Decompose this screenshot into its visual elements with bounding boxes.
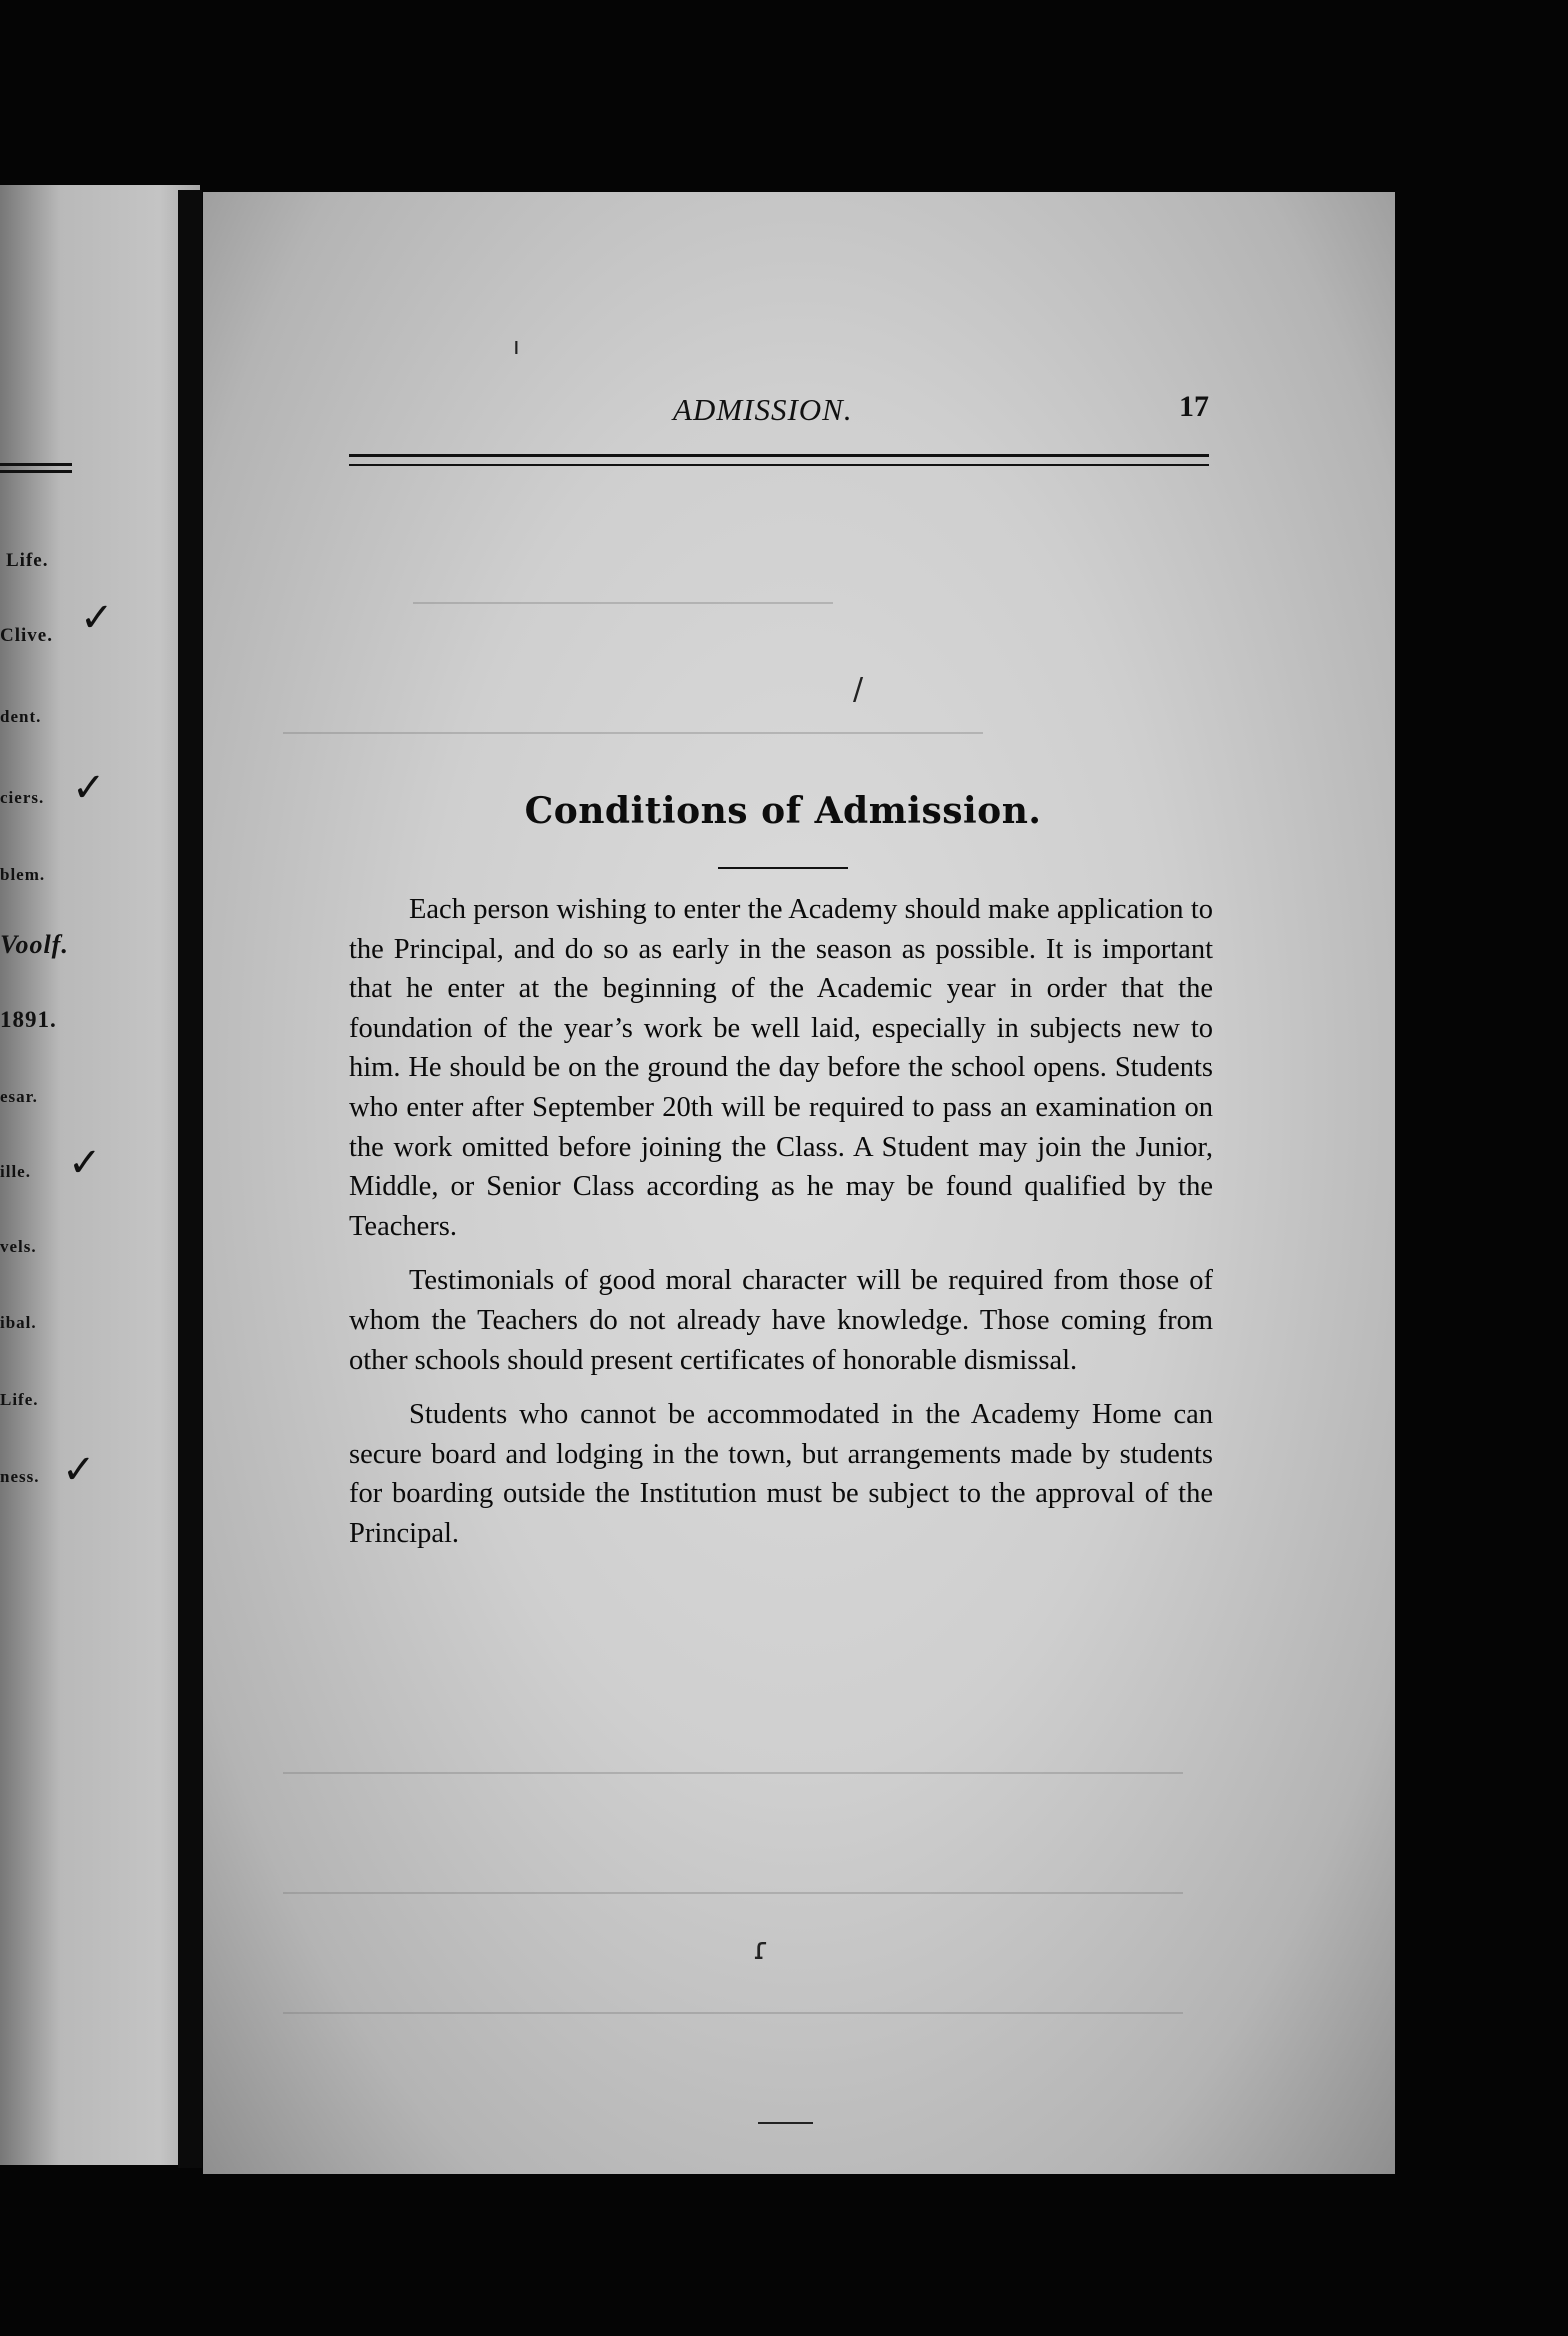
- bleed-through-mark: [283, 1772, 1183, 1774]
- pencil-mark-icon: ɾ: [753, 1932, 769, 1967]
- paragraph: Testimonials of good moral character will be required from those of whom the Teachers do not already have knowledge. Those coming from other schools should present certificates of honorable dismissal.: [349, 1265, 1213, 1376]
- previous-page-entry: ness.: [0, 1467, 40, 1486]
- paragraph: Students who cannot be accommodated in the Academy Home can secure board and lodging in the town, but arrangements made by students for boarding outside the Institution must be subject to the approval of the Principal.: [349, 1399, 1213, 1549]
- body-text: [349, 890, 1213, 1569]
- previous-page-entry: ciers.: [0, 788, 45, 807]
- previous-page-entry: esar.: [0, 1087, 38, 1106]
- previous-page: [0, 185, 200, 2165]
- previous-page-entry: dent.: [0, 707, 42, 726]
- previous-page-entry: Life.: [0, 1390, 39, 1409]
- previous-page-entry: blem.: [0, 865, 46, 884]
- previous-page-entry: Clive.: [0, 625, 53, 646]
- bleed-through-mark: [283, 732, 983, 734]
- paragraph: Each person wishing to enter the Academy should make application to the Principal, and do so as early in the season as possible. It is important that he enter at the beginning of the Academic year in order that the foundation of the year’s work be well laid, especially in subjects new to him. He should be on the ground the day before the school opens. Students who enter after September 20th will be required to pass an examination on the work omitted before joining the Class. A Student may join the Junior, Middle, or Senior Class according as he may be found qualified by the Teachers.: [349, 894, 1213, 1242]
- previous-page-entry: 1891.: [0, 1007, 57, 1032]
- bleed-through-mark: [283, 2012, 1183, 2014]
- pencil-mark: [758, 2122, 813, 2124]
- checkmark-icon: ✓: [72, 765, 106, 811]
- bleed-through-mark: [283, 1892, 1183, 1894]
- previous-page-rule: [0, 463, 72, 473]
- checkmark-icon: ✓: [80, 595, 114, 641]
- pencil-mark-icon: ı: [513, 332, 520, 360]
- checkmark-icon: ✓: [68, 1140, 102, 1186]
- bleed-through-mark: [413, 602, 833, 604]
- book-gutter: [178, 190, 202, 2168]
- header-double-rule: [349, 454, 1209, 466]
- previous-page-entry: ille.: [0, 1162, 31, 1181]
- checkmark-icon: ✓: [62, 1447, 96, 1493]
- previous-page-entry: Voolf.: [0, 930, 69, 959]
- book-page: [203, 192, 1395, 2174]
- section-title: Conditions of Admission.: [524, 790, 1042, 832]
- title-rule: [718, 867, 848, 869]
- previous-page-entry: Life.: [6, 550, 49, 571]
- running-head: ADMISSION.: [673, 392, 853, 427]
- pencil-mark-icon: /: [853, 672, 864, 707]
- previous-page-entry: ibal.: [0, 1313, 37, 1332]
- page-number: 17: [1179, 390, 1209, 423]
- previous-page-entry: vels.: [0, 1237, 37, 1256]
